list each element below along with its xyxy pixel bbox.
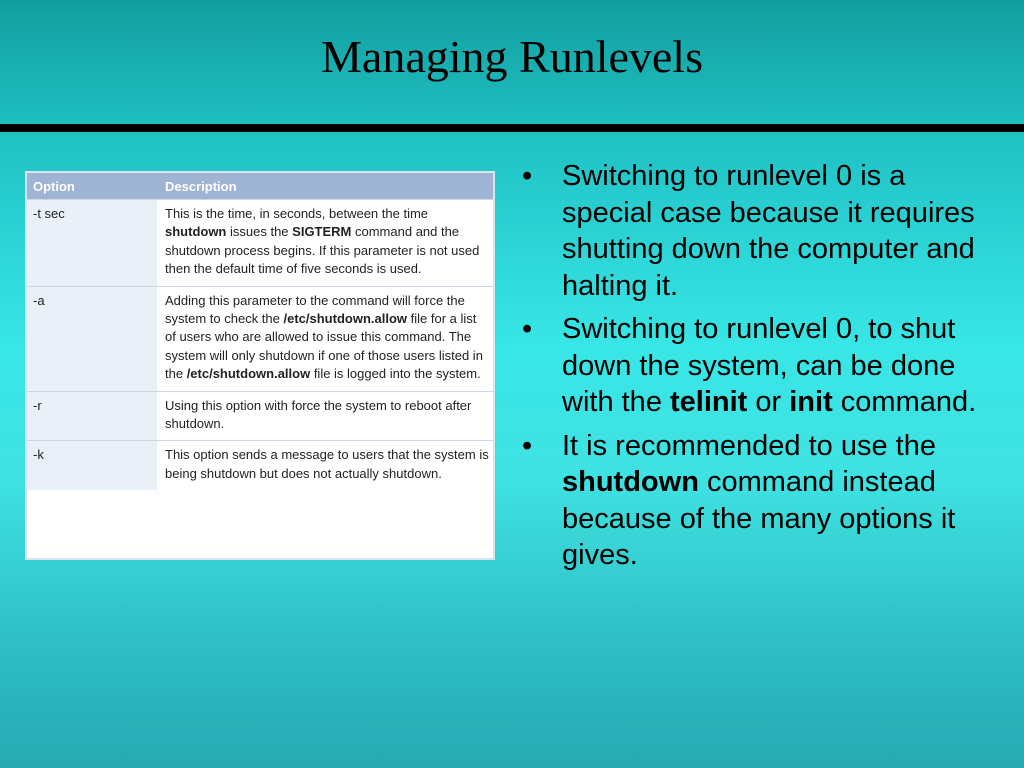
command-name: shutdown (165, 224, 227, 240)
description-text: issues the (226, 224, 293, 240)
bullet-text: It is recommended to use the (562, 429, 936, 462)
column-header-option: Option (27, 173, 157, 200)
bullet-marker: • (522, 313, 533, 345)
command-name: shutdown (562, 466, 699, 498)
option-cell: -a (27, 286, 157, 391)
description-text: command and the shutdown process begins. If this parameter is not used then the default time of five seconds is used. (165, 224, 480, 277)
description-cell: This option sends a message to users that the system is being shutdown but does not actually shutdown. (157, 441, 493, 490)
bullet-list (518, 158, 988, 581)
bullet-text: Switching to runlevel 0, to shut down the system, can be done with the (562, 313, 956, 418)
option-cell: -k (27, 441, 157, 490)
file-path: /etc/shutdown.allow (283, 311, 408, 327)
command-name: init (789, 386, 833, 418)
options-table (27, 173, 493, 490)
column-header-description: Description (157, 173, 493, 200)
table-row (27, 200, 493, 287)
table-row (27, 391, 493, 441)
table-header-row (27, 173, 493, 200)
file-path: /etc/shutdown.allow (186, 366, 311, 382)
description-text: file for a list of users who are allowed to issue this command. The system will only shutdown if one of those users listed in the (165, 311, 483, 382)
option-cell: -t sec (27, 200, 157, 287)
bullet-item (518, 428, 988, 574)
command-name: telinit (670, 386, 748, 418)
table-row (27, 286, 493, 391)
bullet-text: command. (832, 386, 977, 418)
bullet-marker: • (522, 429, 533, 462)
description-text: Adding this parameter to the command will force the system to check the (165, 292, 465, 327)
slide-title: Managing Runlevels (321, 31, 703, 82)
bullet-item (518, 158, 988, 304)
description-cell (157, 200, 493, 287)
option-cell: -r (27, 391, 157, 441)
shutdown-options-table (25, 171, 495, 560)
title-divider (0, 124, 1024, 132)
description-cell (157, 286, 493, 391)
description-cell: Using this option with force the system to reboot after shutdown. (157, 391, 493, 441)
bullet-item (518, 311, 988, 421)
table-row (27, 441, 493, 490)
bullet-text: command instead because of the many options it gives. (562, 466, 956, 571)
bullet-text: or (747, 386, 790, 418)
description-text: file is logged into the system. (310, 366, 481, 382)
bullet-text: Switching to runlevel 0 is a special case because it requires shutting down the computer and halting it. (562, 160, 975, 302)
description-text: This is the time, in seconds, between the time (165, 206, 429, 221)
bullet-marker: • (522, 160, 533, 192)
signal-name: SIGTERM (292, 224, 352, 240)
